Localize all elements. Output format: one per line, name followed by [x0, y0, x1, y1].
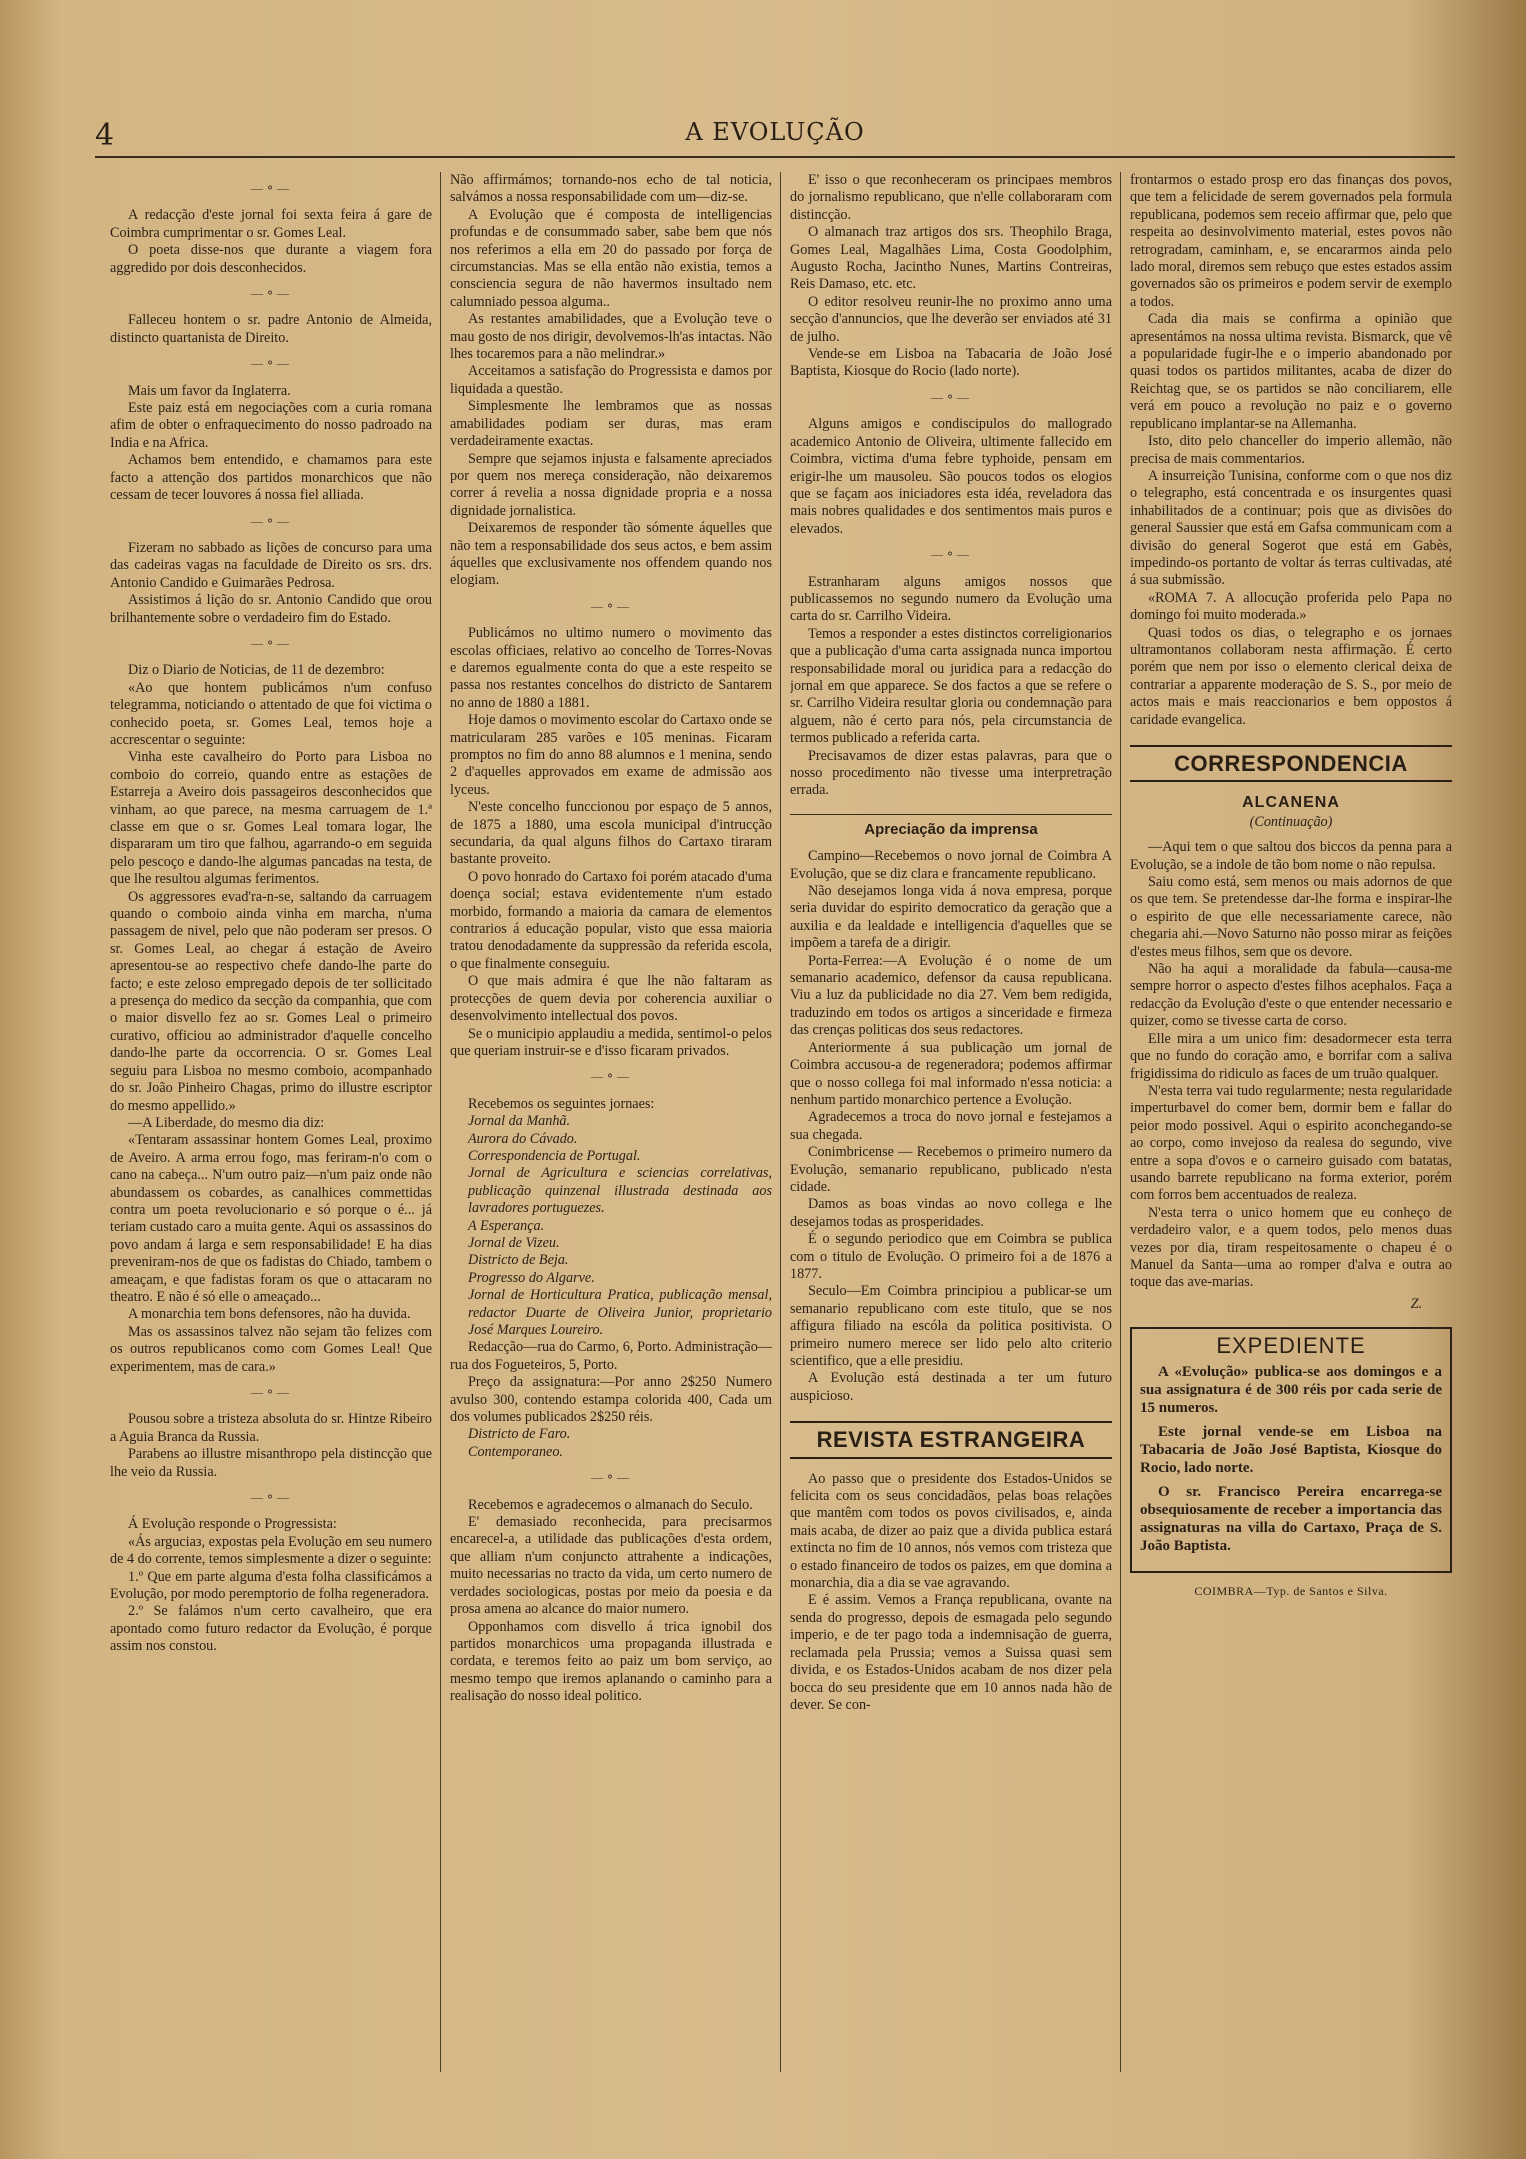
- paragraph: Hoje damos o movimento escolar do Cartaxo onde se matricularam 285 varões e 105 meninas. Ficaram promptos no fim do anno 88 alumnos e 1 menina, sendo 2 d'aquelles approvados em exame de admissão aos lyceus.: [450, 712, 772, 798]
- paragraph: «Ás arguciaз, expostas pela Evolução em seu numero de 4 do corrente, temos simplesmente a dizer o seguinte:: [110, 1533, 432, 1568]
- paragraph: Preço da assignatura:—Por anno 2$250 Numero avulso 300, contendo estampa colorida 400, Cada um dos volumes publicados 2$250 réis.: [450, 1374, 772, 1426]
- paragraph: A redacção d'este jornal foi sexta feira á gare de Coimbra cumprimentar o sr. Gomes Leal.: [110, 207, 432, 241]
- paragraph: Não affirmámos; tornando-nos echo de tal noticia, salvámos a nossa responsabilidade com um—diz-se.: [450, 172, 772, 206]
- expediente-item: A «Evolução» publica-se aos domingos e a sua assignatura é de 300 réis por cada serie de 15 numeros.: [1140, 1363, 1442, 1416]
- separator: [110, 1489, 432, 1506]
- paragraph: Este paiz está em negociações com a curia romana afim de obter o enfraquecimento do nosso padroado na India e na Africa.: [110, 400, 432, 451]
- paragraph: Vende-se em Lisboa na Tabacaria de João José Baptista, Kiosque do Rocio (lado norte).: [790, 346, 1112, 380]
- paragraph: Parabens ao illustre misanthropo pela distincção que lhe veio da Russia.: [110, 1446, 432, 1480]
- separator: [110, 1384, 432, 1401]
- paragraph: N'esta terra o unico homem que eu conheço de verdadeiro valor, e a quem todos, pelo menos duas vezes por dia, tiram respeitosamente o chapeu é o Manuel da Santa—uma ao romper d'alva e outra ao toque das ave-marias.: [1130, 1204, 1452, 1291]
- paragraph: O almanach traz artigos dos srs. Theophilo Braga, Gomes Leal, Magalhães Lima, Costa Goodolphim, Augusto Rocha, Jacintho Nunes, Martins Contreiras, Reis Damaso, etc. etc.: [790, 224, 1112, 293]
- paragraph: Saiu como está, sem menos ou mais adornos de que os que tem. Se pretendesse dar-lhe forma e inspirar-lhe o espirito de que elle necessariamente carece, não chegaria ahi.—Novo Saturno não posso mirar as feições d'estes meus filhos, sem que os devore.: [1130, 874, 1452, 960]
- paragraph: Damos as boas vindas ao novo collega e lhe desejamos todas as prosperidades.: [790, 1196, 1112, 1230]
- paragraph: «Ao que hontem publicámos n'um confuso telegramma, noticiando o attentado de que foi victima o conhecido poeta, sr. Gomes Leal, temos hoje a accrescentar o seguinte:: [110, 679, 432, 748]
- page-header: [95, 110, 1455, 158]
- separator: [450, 1068, 772, 1085]
- expediente-item: Este jornal vende-se em Lisboa na Tabacaria de João José Baptista, Kiosque do Rocio, lado norte.: [1140, 1423, 1442, 1476]
- paragraph: 2.º Se falámos n'um certo cavalheiro, que era apontado como futuro redactor da Evolução, é porque assim nos constou.: [110, 1603, 432, 1655]
- paragraph: Temos a responder a estes distinctos correligionarios que a publicação d'uma carta assignada nunca importou responsabilidade moral ou juridica para a redacção do jornal em que apparece. Se dos factos a que se refere o sr. Carrilho Videira resultar gloria ou condemnação para alguem, não é certo para nós, pela circumstancia de termos publicado a referida carta.: [790, 625, 1112, 747]
- paragraph: Vinha este cavalheiro do Porto para Lisboa no comboio do correio, quando entre as estações de Estarreja a Aveiro dois passageiros desconhecidos que vinham, ao que parece, na mesma carruagem de 1.ª classe em que o sr. Gomes Leal tomara logar, lhe dispararam um tiro que falhou, agarrando-o em seguida pelo pescoço e dando-lhe algumas pancadas na testa, de que lhe resultou algumas ferimentos.: [110, 749, 432, 888]
- columns: [110, 172, 1450, 2072]
- journal-item: Districto de Beja.: [468, 1252, 569, 1269]
- paragraph: E é assim. Vemos a França republicana, ovante na senda do progresso, depois de esmagada pelo segundo imperio, e de ter pago toda a indemnisação de guerra, reclamada pela Prussia; vemos a Suissa quasi sem divida, e os Estados-Unidos acabam de nos dizer pela bocca do seu presidente que em 10 annos nada hão de dever. Se con-: [790, 1592, 1112, 1713]
- journal-item: Jornal de Agricultura e sciencias correlativas, publicação quinzenal illustrada destinada aos lavradores portuguezes.: [468, 1165, 772, 1217]
- column-rule: [1120, 172, 1121, 2072]
- paragraph: O que mais admira é que lhe não faltaram as protecções de quem devia por coherencia auxiliar o desenvolvimento intellectual dos povos.: [450, 973, 772, 1025]
- journal-item: Jornal de Horticultura Pratica, publicação mensal, redactor Duarte de Oliveira Junior, proprietario José Marques Loureiro.: [468, 1287, 772, 1338]
- journal-item: Jornal de Vizeu.: [468, 1234, 560, 1251]
- paragraph: Porta-Ferrea:—A Evolução é o nome de um semanario academico, defensor da causa republicana. Viu a luz da publicidade no dia 27. Vem bem redigida, traduzindo em todos os artigos a sinceridade e firmeza das crenças politicas dos seus redactores.: [790, 952, 1112, 1039]
- paragraph: Quasi todos os dias, o telegrapho e os jornaes ultramontanos collaboram nesta affirmação. É certo porém que nem por isso o elemento clerical deixa de contrariar a apparente moderação de S. S., por meio de actos mais e mais reaccionarios e bem oppostos á caridade evangelica.: [1130, 624, 1452, 728]
- paragraph: O editor resolveu reunir-lhe no proximo anno uma secção d'annuncios, que lhe deverão ser enviados até 31 de julho.: [790, 293, 1112, 345]
- section-heading-press: Apreciação da imprensa: [790, 814, 1112, 838]
- paragraph: Elle mira a um unico fim: desadormecer esta terra que no fundo do coração amo, e borrifar com a saliva frigidissima do ridiculo as faces de um truão qualquer.: [1130, 1030, 1452, 1082]
- paragraph: N'este concelho funccionou por espaço de 5 annos, de 1875 a 1880, uma escola municipal d'intrucção secundaria, da qual alguns filhos do Cartaxo tiraram bastante proveito.: [450, 799, 772, 868]
- paragraph: Campino—Recebemos o novo jornal de Coimbra A Evolução, que se diz clara e francamente republicano.: [790, 848, 1112, 882]
- paragraph: E' demasiado reconhecida, para precisarmos encarecel-a, a utilidade das publicações d'esta ordem, que alliam n'um conjuncto attrahente a indicações, muito necessarias no tracto da vida, um certo numero de verdades sociologicas, postas por meio da poesia e da prosa amena ao alcance do maior numero.: [450, 1514, 772, 1618]
- paragraph: Mas os assassinos talvez não sejam tão felizes com os outros republicanos como com Gomes Leal! Que experimentem, mas de cara.»: [110, 1323, 432, 1375]
- paragraph: As restantes amabilidades, que a Evolução teve o mau gosto de nos dirigir, devolvemos-lh'as intactas. Não lhes tocaremos para a não melindrar.»: [450, 311, 772, 363]
- column-rule: [440, 172, 441, 2072]
- paragraph: Anteriormente á sua publicação um jornal de Coimbra accusou-a de regeneradora; podemos affirmar que o nosso collega foi mal informado n'essa noticia: a nenhum partido monarchico pertence a Evolução.: [790, 1039, 1112, 1108]
- paragraph: Recebemos os seguintes jornaes:: [468, 1095, 655, 1112]
- paragraph: Estranharam alguns amigos nossos que publicassemos no segundo numero da Evolução uma carta do sr. Carrilho Videira.: [790, 573, 1112, 625]
- paragraph: Simplesmente lhe lembramos que as nossas amabilidades podiam ser duras, mas eram verdadeiramente exactas.: [450, 398, 772, 450]
- separator: [110, 635, 432, 652]
- section-heading-foreign: REVISTA ESTRANGEIRA: [790, 1421, 1112, 1458]
- paragraph: Acceitamos a satisfação do Progressista e damos por liquidada a questão.: [450, 363, 772, 397]
- paragraph: Sempre que sejamos injusta e falsamente apreciados por quem nos mereça consideração, não deixaremos correr á revelia a nossa dignidade propria e a nossa dignidade jornalistica.: [450, 450, 772, 519]
- paragraph: Seculo—Em Coimbra principiou a publicar-se um semanario republicano com este titulo, que se nos affigura filiado na escóla da politica positivista. O primeiro numero merece ser lido pelo alto criterio scientifico, que a elle presidiu.: [790, 1283, 1112, 1369]
- paragraph: Alguns amigos e condiscipulos do mallogrado academico Antonio de Oliveira, ultimente fallecido em Coimbra, victima d'uma febre typhoide, pensam em erigir-lhe um mausoleu. São poucos todos os elogios que se façam aos iniciadores esta idéa, reveladora das mais nobres qualidades e dos sentimentos mais puros e elevados.: [790, 416, 1112, 537]
- paragraph: Falleceu hontem o sr. padre Antonio de Almeida, distincto quartanista de Direito.: [110, 312, 432, 346]
- paragraph: O poeta disse-nos que durante a viagem fora aggredido por dois desconhecidos.: [110, 242, 432, 276]
- column-rule: [780, 172, 781, 2072]
- paragraph: —A Liberdade, do mesmo dia diz:: [128, 1114, 325, 1131]
- page-number: 4: [95, 118, 115, 153]
- expediente-box: [1130, 1327, 1452, 1572]
- paragraph: Achamos bem entendido, e chamamos para este facto a attenção dos partidos monarchicos que não cessam de tecer louvores á nossa fiel alliada.: [110, 452, 432, 504]
- paragraph: Deixaremos de responder tão sómente áquelles que não tem a responsabilidade dos seus actos, e bem assim áquelles que exclusivamente nos offendem quando nos elogiam.: [450, 520, 772, 589]
- paragraph: Assistimos á lição do sr. Antonio Candido que orou brilhantemente sobre o verdadeiro fim do Estado.: [110, 592, 432, 626]
- paragraph: Os aggressores evad'ra-n-se, saltando da carruagem quando o comboio ainda vinha em marcha, n'uma passagem de nivel, pelo que não poderam ser presos. O sr. Gomes Leal, ao chegar á estação de Aveiro apresentou-se ao respectivo chefe dando-lhe parte do facto; e este zeloso empregado depois de ter sollicitado a presença do medico da secção da companhia, que com o maior disvello fez ao sr. Gomes Leal o primeiro curativo, officiou ao administrador d'aquelle concelho dando-lhe parte da occorrencia. O sr. Gomes Leal seguiu para Lisboa no mesmo comboio, acompanhado do sr. João Pinheiro Chagas, primo do illustre escriptor do mesmo appellido.»: [110, 888, 432, 1114]
- journal-item: Progresso do Algarve.: [468, 1269, 595, 1286]
- paragraph: Á Evolução responde o Progressista:: [128, 1516, 337, 1533]
- paragraph: Conimbricense — Recebemos o primeiro numero da Evolução, semanario republicano, publicado n'esta cidade.: [790, 1144, 1112, 1195]
- journal-item: A Esperança.: [468, 1217, 545, 1234]
- masthead-title: A EVOLUÇÃO: [685, 118, 865, 146]
- column-2: [450, 172, 772, 2072]
- paragraph: Precisavamos de dizer estas palavras, para que o nosso procedimento não tivesse uma interpretração errada.: [790, 747, 1112, 799]
- paragraph: O povo honrado do Cartaxo foi porém atacado d'uma doença social; estava evidentemente n'um estado morbido, formando a maioria da camara de elementos contrarios á educação popular, visto que essa maioria tratou denodadamente da suppressão da referida escola, o que finalmente conseguiu.: [450, 868, 772, 972]
- paragraph: Mais um favor da Inglaterra.: [128, 382, 291, 399]
- paragraph: A Evolução que é composta de intelligencias profundas e de consummado saber, sabe bem que nós nos referimos a ella em 20 do passado por força de circumstancias. Mas se ella então não existia, temos a consciencia segura de não havermos insultado nem calumniado pessoa alguma..: [450, 206, 772, 310]
- journal-item: Correspondencia de Portugal.: [468, 1147, 641, 1164]
- imprint: COIMBRA—Typ. de Santos e Silva.: [1194, 1583, 1388, 1598]
- journal-item: Contemporaneo.: [468, 1443, 563, 1460]
- expediente-item: O sr. Francisco Pereira encarrega-se obsequiosamente de receber a importancia das assignaturas na villa do Cartaxo, Praça de S. João Baptista.: [1140, 1483, 1442, 1554]
- paragraph: Fizeram no sabbado as lições de concurso para uma das cadeiras vagas na faculdade de Direito os srs. drs. Antonio Candido e Guimarães Pedrosa.: [110, 539, 432, 591]
- signature: Z.: [1410, 1295, 1422, 1312]
- paragraph: —Aqui tem o que saltou dos biccos da penna para a Evolução, se a indole de tão bom nome o não repulsa.: [1130, 839, 1452, 873]
- separator: [790, 389, 1112, 406]
- paragraph: Agradecemos a troca do novo jornal e festejamos a sua chegada.: [790, 1109, 1112, 1143]
- column-1: [110, 172, 432, 2072]
- paragraph: Publicámos no ultimo numero o movimento das escolas officiaes, relativo ao concelho de Torres-Novas e daremos egualmente conta do que a este respeito se passa nos restantes concelhos do districto de Santarem no anno de 1880 a 1881.: [450, 625, 772, 711]
- paragraph: frontarmos o estado prosp ero das finanças dos povos, que tem a felicidade de serem governados pela formula republicana, podemos sem receio affirmar que, pelo que respeita ao desinvolvimento material, estes povos não retrogradam, caminham, e, se encararmos ainda pelo lado moral, diremos sem rebuço que estes estados assim governados são os primeiros e podem servir de exemplo a todos.: [1130, 172, 1452, 310]
- expediente-title: EXPEDIENTE: [1216, 1333, 1366, 1359]
- paragraph: Ao passo que o presidente dos Estados-Unidos se felicita com os seus concidadãos, pelas boas relações que mantêm com todos os povos civilisados, e, ainda mais acaba, de dizer ao paiz que a divida publica estará extincta no fim de 10 annos, nós vemos com tristeza que o estado financeiro de todos os paizes, em que domina a monarchia, dia a dia se vae agravando.: [790, 1470, 1112, 1592]
- paragraph: Se o municipio applaudiu a medida, sentimol-o pelos que queriam instruir-se e d'isso ficaram privados.: [450, 1025, 772, 1059]
- paragraph: N'esta terra vai tudo regularmente; nesta regularidade imperturbavel do comer bem, dormir bem e fallar do peior modo possivel. Aqui o espirito aconchegando-se ao corpo, como invejoso da realesa do segundo, vive entre a sopa d'ovos e o carneiro guisado com batatas, usando barrete republicano na forma exterior, porém com forros bem accentuados de realeza.: [1130, 1082, 1452, 1204]
- paragraph: «Tentaram assassinar hontem Gomes Leal, proximo de Aveiro. A arma errou fogo, mas feriram-n'o com o cano na cabeça... N'um outro paiz—n'um paiz onde não abundassem os cobardes, as canalhices commettidas contra um poeta revolucionario e só porque o é... já teriam custado caro a muita gente. Aqui os assassinos do povo andam á larga e sem responsabilidade! E ha dias preveniram-nos de que os fadistas do Chiado, tambem o ameaçam, e que fadistas foram os que o attacaram no theatro. E não é só elle o ameaçado...: [110, 1132, 432, 1305]
- journal-item: Aurora do Cávado.: [468, 1130, 578, 1147]
- subsection-heading: ALCANENA: [1242, 794, 1340, 812]
- paragraph: A Evolução está destinada a ter um futuro auspicioso.: [790, 1370, 1112, 1404]
- paragraph: É o segundo periodico que em Coimbra se publica com o titulo de Evolução. O primeiro foi a de 1876 a 1877.: [790, 1231, 1112, 1282]
- paragraph: Redacção—rua do Carmo, 6, Porto. Administração—rua dos Fogueteiros, 5, Porto.: [450, 1339, 772, 1373]
- paragraph: Isto, dito pelo chanceller do imperio allemão, não precisa de mais commentarios.: [1130, 433, 1452, 467]
- paragraph: Pousou sobre a tristeza absoluta do sr. Hintze Ribeiro a Aguia Branca da Russia.: [110, 1411, 432, 1445]
- section-heading-correspondence: CORRESPONDENCIA: [1130, 745, 1452, 782]
- column-3: [790, 172, 1112, 2072]
- separator: [110, 285, 432, 302]
- paragraph: Não desejamos longa vida á nova empresa, porque seria duvidar do espirito democratico da geração que a auxilia e da lealdade e intelligencia d'aquelles que se impõem a tarefa de a dirigir.: [790, 883, 1112, 952]
- paragraph: «ROMA 7. A allocução proferida pelo Papa no domingo foi muito moderada.»: [1130, 589, 1452, 624]
- column-4: [1130, 172, 1452, 2072]
- paragraph: 1.º Que em parte alguma d'esta folha classificámos a Evolução, por modo peremptorio de folha regeneradora.: [110, 1568, 432, 1603]
- paragraph: Opponhamos com disvello á trica ignobil dos partidos monarchicos uma propaganda illustrada e cordata, e teremos feito ao paiz um bom serviço, ao mesmo tempo que iremos aplanando o caminho para a realisação do nosso ideal politico.: [450, 1618, 772, 1705]
- paragraph: Diz o Diario de Noticias, de 11 de dezembro:: [128, 662, 385, 679]
- separator: [450, 598, 772, 615]
- separator: [110, 355, 432, 372]
- separator: [110, 180, 432, 197]
- paragraph: E' isso o que reconheceram os principaes membros do jornalismo republicano, que n'elle collaboraram com distincção.: [790, 172, 1112, 223]
- paragraph: Recebemos e agradecemos o almanach do Seculo.: [468, 1496, 753, 1513]
- paragraph: Não ha aqui a moralidade da fabula—causa-me sempre horror o aspecto d'estes filhos acephalos. Faça a redacção da Evolução d'este o que entender necessario e quizer, como se tivesse carta de corso.: [1130, 961, 1452, 1030]
- paragraph: A insurreição Tunisina, conforme com o que nos diz o telegrapho, está concentrada e os insurgentes quasi inhabilitados de a continuar; pois que as divisões do general Saussier que está em Gafsa communicam com a divisão do general Sogerot que está em Gabès, impedindo-os portanto de voltar ás terras cultivadas, até á sua submissão.: [1130, 467, 1452, 589]
- subsection-note: (Continuação): [1249, 813, 1333, 830]
- separator: [790, 546, 1112, 563]
- paragraph: Cada dia mais se confirma a opinião que apresentámos na nossa ultima revista. Bismarck, que vê a popularidade fugir-lhe e o imperio abandonado por quasi todos os partidos militantes, acaba de dizer do Reichtag que, se os partidos se não conciliarem, elle verá em pouco a revolução no paiz e o governo republicano implantar-se na Allemanha.: [1130, 311, 1452, 432]
- separator: [110, 513, 432, 530]
- paragraph: A monarchia tem bons defensores, não ha duvida.: [128, 1306, 411, 1323]
- journal-item: Districto de Faro.: [468, 1426, 571, 1443]
- separator: [450, 1469, 772, 1486]
- journal-item: Jornal da Manhã.: [468, 1113, 571, 1130]
